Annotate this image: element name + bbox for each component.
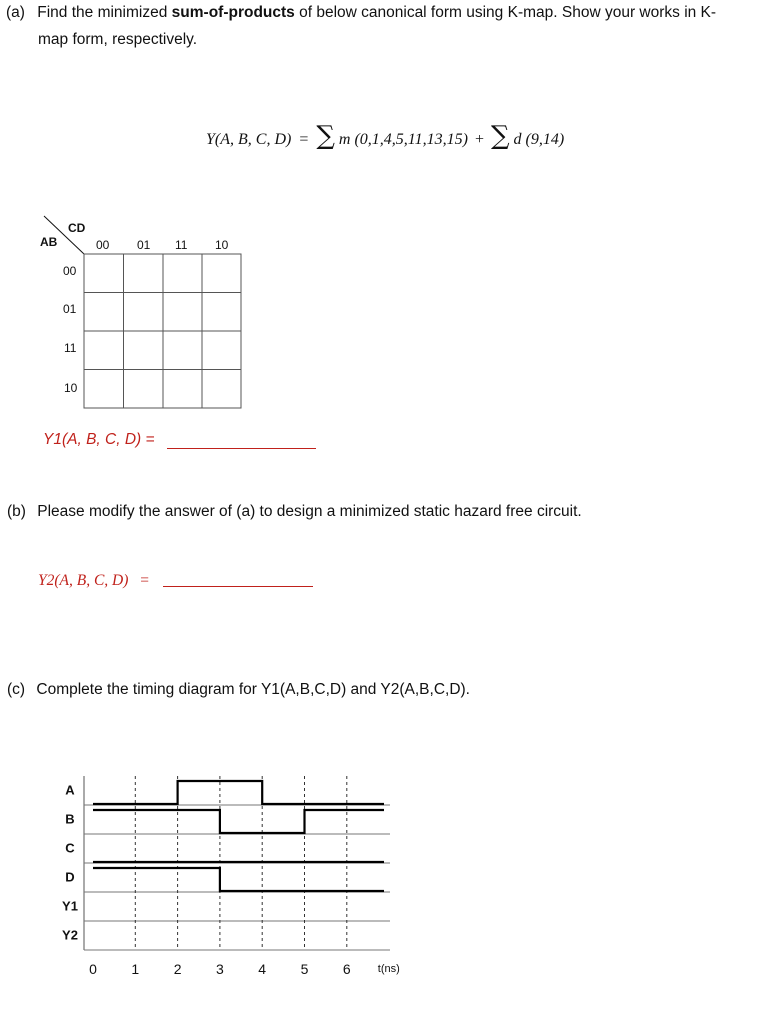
question-b-prefix: (b) [7,503,26,520]
time-tick-label: 3 [216,961,224,977]
time-tick-label: 6 [342,961,351,977]
sigma-icon: ∑ [316,121,335,151]
kmap-col-var: CD [68,221,86,235]
question-c-text: Complete the timing diagram for Y1(A,B,C,D) and Y2(A,B,C,D). [36,681,470,698]
y2-lhs: Y2(A, B, C, D) [38,572,129,589]
waveform-a [93,781,384,804]
time-tick-label: 5 [300,961,309,977]
timing-signal-label: C [65,840,75,856]
question-a-bold: sum-of-products [171,4,295,21]
equation-plus: + [474,131,484,148]
y2-label [38,568,149,594]
question-b-text: Please modify the answer of (a) to design a minimized static hazard free circuit. [37,503,582,520]
kmap-row-label: 00 [63,264,77,278]
time-tick-label: 4 [258,961,267,977]
y1-answer-blank[interactable] [167,448,316,449]
kmap-col-label: 10 [215,238,229,252]
timing-signal-label: Y2 [62,927,78,943]
kmap-row-label: 10 [64,381,78,395]
timing-time-ticks [89,961,400,977]
question-a-text-1: Find the minimized [37,4,172,21]
equation-dontcares: d (9,14) [513,131,565,148]
y2-answer-blank[interactable] [163,586,313,587]
timing-diagram [0,760,778,990]
question-b [7,499,582,525]
timing-signal-label: D [65,869,75,885]
y2-equals: = [140,572,150,589]
equation-equals: = [299,131,309,148]
question-a-prefix: (a) [6,4,25,21]
question-c-prefix: (c) [7,681,26,698]
kmap-col-label: 00 [96,238,110,252]
timing-signal-label: B [65,811,75,827]
timing-signal-label: Y1 [62,898,78,914]
kmap-col-label: 01 [137,238,151,252]
time-tick-label: 2 [173,961,182,977]
waveform-b [93,810,384,833]
time-unit-label: t(ns) [377,963,400,975]
timing-signal-labels [62,783,78,943]
time-tick-label: 0 [89,961,97,977]
kmap-row-label: 11 [64,341,77,355]
sigma-icon-2: ∑ [490,121,510,151]
kmap [0,0,778,420]
timing-signal-label: A [65,782,75,798]
equation-lhs: Y(A, B, C, D) [206,131,292,148]
question-a-text-2: of below canonical form using K-map. Show your works in K- [294,4,717,21]
y1-label: Y1(A, B, C, D) = [43,431,155,448]
question-c [7,677,470,703]
waveform-d [93,868,384,891]
timing-waveforms [93,781,384,891]
equation-minterms: m (0,1,4,5,11,13,15) [338,131,468,148]
question-a-line2: map form, respectively. [38,31,198,48]
time-tick-label: 1 [131,961,140,977]
kmap-col-label: 11 [175,238,188,252]
kmap-row-var: AB [40,235,58,249]
kmap-row-label: 01 [63,302,77,316]
kmap-grid [84,254,241,408]
